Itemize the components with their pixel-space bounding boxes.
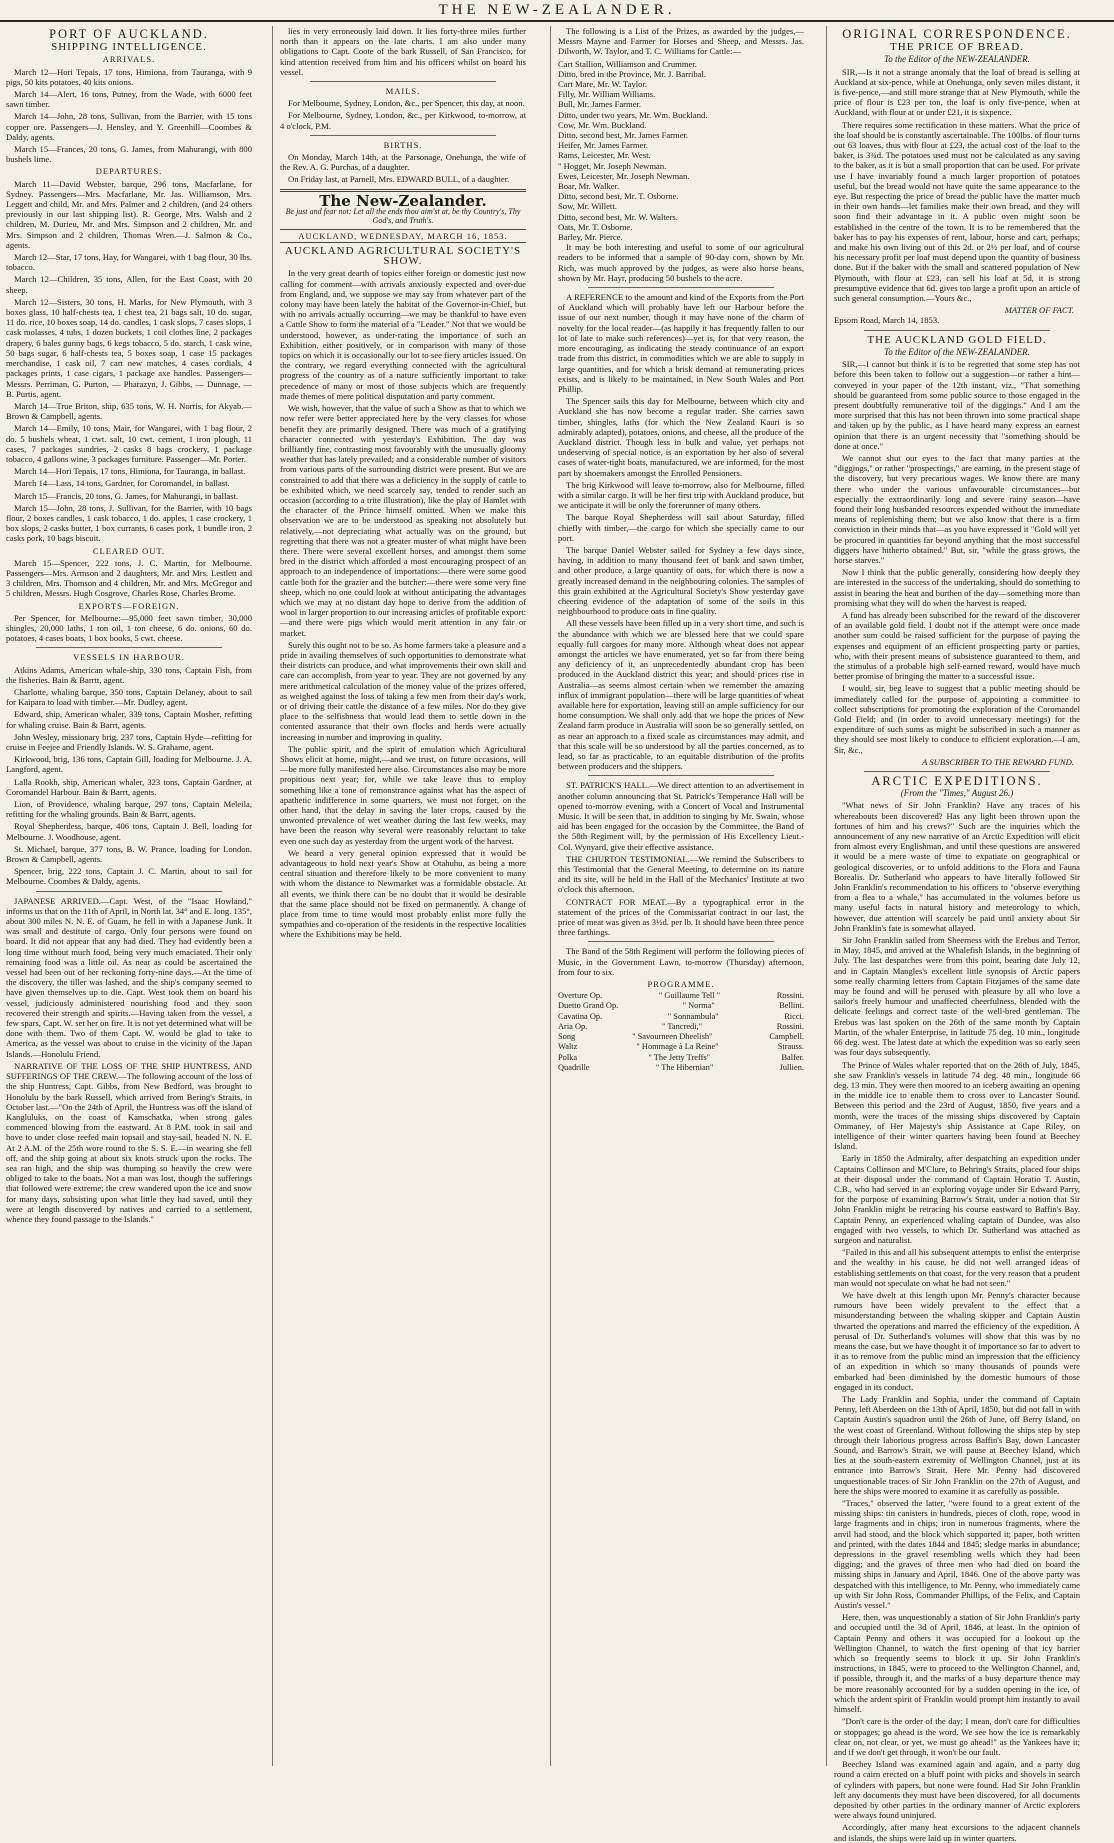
- programme-title: " Savourneen Dheelish": [632, 1032, 713, 1042]
- article-paragraph: "Don't care is the order of the day; I mean, don't care for difficulties or stoppages; go ahead is the word. We see how the ice is remarkably clear on, not clear, or yet, we must go ahead!" as the Yankees have it; and if we don't get through, it won't be our fault.: [834, 1716, 1080, 1757]
- programme-composer: Rossini.: [776, 1021, 804, 1031]
- programme-form: Polka: [558, 1052, 578, 1062]
- list-item: March 14—Alert, 16 tons, Putney, from the Wade, with 6000 feet sawn timber.: [6, 89, 252, 110]
- programme-title: " Norma": [682, 1001, 715, 1011]
- programme-composer: Ricci.: [784, 1011, 804, 1021]
- show-heading: AUCKLAND AGRICULTURAL SOCIETY'S SHOW.: [284, 245, 522, 268]
- article-paragraph: Beechey Island was examined again and again, and a party dug round a cairn erected on a bluff point with picks and shovels in search of cylinders with papers, but none were found. Had Sir John Franklin left any documents they must have been discovered, for all documents deposited by other parties in the ordinary manner of Arctic explorers were always found uninjured.: [834, 1759, 1080, 1821]
- huntress-article: NARRATIVE OF THE LOSS OF THE SHIP HUNTRESS, AND SUFFERINGS OF THE CREW.—The following account of the loss of the ship Huntress, Capt. Gibbs, from New Bedford, was brought to Honolulu by the bark Russell, which arrived from Bering's Straits, in October last.—"On the 24th of April, the Huntress was off the island of Kangluluks, on the coast of Kamschatka, when strong gales commenced blowing from the eastward. At 8 P.M. took in sail and hove to under close reefed main topsail and stay-sail, headed N. N. E. At 2 A.M. of the 25th wore round to the S. S. E.—in wearing she fell off, and the ship going at about six knots struck upon the rocks. The sea ran high, and the ship was thumping so heavily the crew were obliged to take to the boats. Not a man was lost, though the sufferings that followed were extreme; the crew wandered upon the ice and snow for many days, subsisting upon what little they had saved, until they were at length discovered by natives and carried to a settlement, whence they found passage to the Islands.": [6, 1060, 252, 1224]
- list-item: March 11—David Webster, barque, 296 tons, Macfarlane, for Sydney. Passengers—Mrs. Macfarlane, Mr. Jas. Williamson, Mrs. Leggett and child, Mr. and Mrs. Palmer and 2 children, (and 24 others previously in our last shipping list). R. George, Mrs. Walsh and 2 children, M. Durieu, Mr. and Mrs. Simpson and 2 children, Mr. and Mrs. Simpson and 2 children, Thomas Wren.—J. Salmon & Co., agents.: [6, 178, 252, 250]
- article-paragraph: The public spirit, and the spirit of emulation which Agricultural Shows elicit at home, might,—and we trust, on future occasions, will—be more fully manifested here also. Circumstances also may be more propitious next year; for, while we take leave thus to employ something like a tone of remonstrance against what has the aspect of apathetic indifference in some quarters, we must not forget, on the other hand, that the delay in saving the later crops, caused by the unwonted prevalence of wet weather during the last few weeks, may have been the reason why several were reasonably reluctant to take even one such day as yesterday from the urgent work of the harvest.: [280, 743, 526, 846]
- programme-title: " Hommage à La Reine": [636, 1042, 719, 1052]
- programme-form: Waltz: [558, 1042, 578, 1052]
- letter-signature: A SUBSCRIBER TO THE REWARD FUND.: [922, 756, 1074, 767]
- column-rule: [272, 26, 273, 1766]
- divider: [864, 771, 1050, 772]
- programme-title: " Tancredi,": [662, 1021, 703, 1031]
- programme-composer: Jullien.: [779, 1062, 804, 1072]
- list-item: March 15—Francis, 20 tons, G. James, for Mahurangi, in ballast.: [14, 490, 239, 501]
- article-paragraph: The barque Daniel Webster sailed for Sydney a few days since, having, in addition to many thousand feet of bank and sawn timber, and other produce, a large quantity of oats, for which there is now a greatly increased demand in the neighbouring colonies. The samples of this grain exhibited at the Agricultural Society's Show yesterday gave cheering evidence of the adaptation of some of the soils in this neighbourhood to produce oats in fine quality.: [558, 544, 804, 617]
- divider: [36, 891, 222, 892]
- programme-composer: Rossini.: [776, 991, 804, 1001]
- article-paragraph: CONTRACT FOR MEAT.—By a typographical error in the statement of the prices of the Commissariat contract in our last, the price of meat was given as 3½d. per lb. It should have been three pence three farthings.: [558, 896, 804, 938]
- paper-title: The New-Zealander.: [319, 191, 487, 210]
- list-item: " Hogget, Mr. Joseph Newman.: [558, 160, 667, 171]
- bread-addressee: To the Editor of the NEW-ZEALANDER.: [884, 54, 1030, 65]
- list-item: Ditto, second best, Mr. W. Walters.: [558, 211, 678, 222]
- programme-form: Cavatina Op.: [558, 1011, 603, 1021]
- column-4: [834, 26, 1080, 1843]
- list-item: Bull, Mr. James Farmer.: [558, 99, 642, 110]
- list-item: Lion, of Providence, whaling barque, 297 tons, Captain Meleila, refitting for the whaling grounds. Bain & Barrt, agents.: [6, 799, 252, 820]
- programme-heading: PROGRAMME.: [647, 979, 715, 990]
- programme-title: " Sonnambula": [667, 1011, 719, 1021]
- article-paragraph: In the very great dearth of topics either foreign or domestic just now calling for comment—with arrivals anxiously expected and over-due from England, and, we suppose we may say from whatever part of the colony may have been lately the habitat of the Governor-in-Chief, but with no arrivals actually occurring—we may be thankful to have even a Cattle Show to form the material of a "Leader." Not that we would be understood, however, as under-rating the importance of such an Exhibition, either positively, or in comparison with many of those topics on which it is occasionally our lot to see fiery articles issued. On the contrary, we regard everything connected with the agricultural progress of the country as of a nature sufficiently important to take precedence of many or most of those subjects which are frequently made themes of mere political disputation and party comment.: [280, 268, 526, 401]
- birth-item: On Friday last, at Parnell, Mrs. EDWARD BULL, of a daughter.: [288, 174, 510, 185]
- programme-form: Overture Op.: [558, 991, 603, 1001]
- gold-heading: THE AUCKLAND GOLD FIELD.: [867, 333, 1047, 346]
- article-paragraph: The Band of the 58th Regiment will perform the following pieces of Music, in the Government Lawn, to-morrow (Thursday) afternoon, from four to six.: [558, 946, 804, 977]
- programme-list: [558, 991, 804, 1073]
- arrivals-list: [6, 67, 252, 165]
- letter-paragraph: There requires some rectification in these matters. What the price of the loaf should be is constantly ascertainable. The 100lbs. of flour turns out 63 loaves, thus with flour at £23, the actual cost of the loaf to the baker, is 3¾d. The potatoes used must not be calculated as any saving to the baker, as it is but a small proportion that can be used. For private use I have invariably found a much larger proportion of potatoes useful, but the bread would not have quite the same appearance to the eye. But respecting the price of bread the public have the matter much in their own hands—let families make their own bread, and they will soon find their advantage in it. A public oven might soon be established in the centre of the town. It is to be remembered that the baker has to pay his expenses of rent, labour, horse and cart, perhaps; and make his own living out of this 2d. or 2½ per loaf, and of course his necessary profit per loaf must depend upon the quantity of business done. But if the baker with the small and scattered population of New Plymouth, with flour at £23, can sell his loaf at 5d, it is strong presumptive evidence that 6d. gives too large a profit upon an article of such general consumption.—Yours &c.,: [834, 119, 1080, 304]
- list-item: Heifer, Mr. James Farmer.: [558, 140, 648, 151]
- list-item: Cart Mare, Mr. W. Taylor.: [558, 79, 647, 90]
- motto: Be just and fear not: Let all the ends thou aim'st at, be thy Country's, Thy God's, and Truth's.: [285, 206, 521, 226]
- list-item: Cart Stallion, Williamson and Crummer.: [558, 58, 697, 69]
- list-item: Ewes, Leicester, Mr. Joseph Newman.: [558, 170, 690, 181]
- article-paragraph: ST. PATRICK'S HALL.—We direct attention to an advertisement in another column announcing that St. Patrick's Temperance Hall will be opened to-morrow evening, with a Concert of Vocal and Instrumental Music. It will be seen that, in addition to singing by Mr. Swain, whose aid has been engaged for the occasion by the Committee, the Band of the 58th Regiment will, by the permission of His Excellency Lieut.-Col. Wynyard, give their effective assistance.: [558, 780, 804, 852]
- divider: [588, 287, 774, 288]
- letter-paragraph: SIR,—Is it not a strange anomaly that the loaf of bread is selling at Auckland at six-pence, while at Onehunga, only seven miles distant, it is five-pence,—and still more strange that at New Plymouth, while the price of flour is £23 per ton, the loaf is only five-pence, when at Auckland, with flour at or under £21, it is sixpence.: [834, 66, 1080, 118]
- list-item: [558, 1063, 804, 1073]
- list-item: Charlotte, whaling barque, 350 tons, Captain Delaney, about to sail for Kaipara to load with timber.—Mr. Dudley, agent.: [6, 686, 252, 708]
- list-item: Edward, ship, American whaler, 339 tons, Captain Mosher, refitting for whaling cruise. Bain & Barrt, agents.: [6, 709, 252, 730]
- birth-item: On Monday, March 14th, at the Parsonage, Onehunga, the wife of the Rev. A. G. Purchas, of a daughter.: [280, 152, 526, 173]
- programme-composer: Strauss.: [777, 1042, 804, 1052]
- article-paragraph: Early in 1850 the Admiralty, after despatching an expedition under Captains Collinson and M'Clure, to Behring's Straits, placed four ships at their disposal under the command of Captain Horatio T. Austin, C.B., who had served in an exploring voyage under Sir Edward Parry, for the purpose of examining Barrow's Strait, under a notion that Sir John Franklin might be retracing his course eastward to Baffin's Bay. Captain Penny, an experienced whaling captain of Dundee, was also engaged with two vessels, to which Dr. Sutherland was attached as surgeon and naturalist.: [834, 1153, 1080, 1245]
- list-item: Ditto, under two years, Mr. Wm. Buckland.: [558, 109, 708, 120]
- list-item: St. Michael, barque, 377 tons, B. W. Prance, loading for London. Brown & Campbell, agents.: [6, 843, 252, 865]
- correspondence-heading: ORIGINAL CORRESPONDENCE.: [842, 27, 1072, 41]
- departures-list: [6, 179, 252, 544]
- list-item: Ditto, second best, Mr. T. Osborne.: [558, 191, 679, 202]
- column-2: [280, 26, 526, 1766]
- cleared-heading: CLEARED OUT.: [92, 545, 166, 556]
- cleared-text: March 15—Spencer, 222 tons, J. C. Martin, for Melbourne. Passengers—Mrs. Armson and 2 daughters, Mr. and Mrs. Lestlett and 3 children, Mrs. Thomson and 4 children, Mr. and Mrs. McGregor and 5 children, Messrs. Hugh Cosgrove, Charles Rose, Charles Brome.: [6, 557, 252, 599]
- column-rule: [550, 26, 551, 1766]
- list-item: Kirkwood, brig, 136 tons, Captain Gill, loading for Melbourne. J. A. Langford, agent.: [6, 754, 252, 775]
- list-item: March 12—Children, 35 tons, Allen, for the East Coast, with 20 sheep.: [6, 274, 252, 295]
- letter-paragraph: We cannot shut our eyes to the fact that many parties at the "diggings," or rather "prospectings," are earning, in the present stage of the discovery, but very precarious wages. We know there are many there who under the various unfavourable circumstances—but especially the extraordinarily long and severe rainy season—have found their long husbanded resources expended without the immediate means of replenishing them; but we also know that there is a firm conviction in their minds that—as you have expressed it "Gold will yet be procured in quantities far beyond anything that the most successful diggers have hitherto obtained." But, sir, "while the grass grows, the horse starves.": [834, 452, 1080, 565]
- gold-addressee: To the Editor of the NEW-ZEALANDER.: [884, 346, 1030, 357]
- list-item: Spencer, brig, 222 tons, Captain J. C. Martin, about to sail for Melbourne. Coombes & Daldy, agents.: [6, 866, 252, 887]
- list-item: March 12—Star, 17 tons, Hay, for Wangarei, with 1 bag flour, 30 lbs. tobacco.: [6, 252, 253, 273]
- list-item: March 14—Hori Tepais, 17 tons, Himiona, for Tauranga, in ballast.: [14, 466, 246, 477]
- list-item: [558, 991, 804, 1001]
- bread-heading: THE PRICE OF BREAD.: [890, 41, 1024, 54]
- list-item: [558, 1032, 804, 1042]
- column-1: [6, 26, 252, 1766]
- article-paragraph: The barque Royal Shepherdess will sail about Saturday, filled chiefly with timber,—the cargo for which she specially came to our port.: [558, 512, 804, 543]
- list-item: March 15—John, 28 tons, J. Sullivan, for the Barrier, with 10 bags flour, 2 boxes candles, 1 cask tobacco, 1 do. apples, 1 case crockery, 1 box slops, 2 casks butter, 1 box currants, 6 cases pork, 1 bundle iron, 2 casks pork, 10 bags biscuit.: [6, 502, 252, 544]
- list-item: March 14—True Briton, ship, 635 tons, W. H. Norris, for Akyab.—Brown & Campbell, agents.: [6, 400, 252, 422]
- mails-heading: MAILS.: [385, 86, 421, 97]
- article-paragraph: We have dwelt at this length upon Mr. Penny's character because rumours have been widely prevalent to the effect that a misunderstanding between the whaling skipper and Captain Austin thwarted the operations and marred the efficiency of the expedition. A perusal of Dr. Sutherland's volumes will show that this was by no means the case, but we have thought it of importance so far to advert to it as to remove from the public mind an impression that the efficiency of an expedition in which so many thousands of pounds were embarked had been diminished by the domestic humours of those engaged in its conduct.: [834, 1289, 1080, 1392]
- mail-item: For Melbourne, Sydney, London, &c., per Kirkwood, to-morrow, at 4 o'clock, P.M.: [280, 110, 526, 131]
- prizes-lead: The following is a List of the Prizes, as awarded by the judges,—Messrs Mayne and Farmer for Horses and Sheep, and Messrs. Jas. Dilworth, W. Taylor, and T. C. Williams for Cattle:—: [558, 26, 804, 57]
- list-item: Oats, Mr. T. Osborne.: [558, 221, 633, 232]
- list-item: Rams, Leicester, Mr. West.: [558, 150, 651, 161]
- divider: [588, 775, 774, 776]
- masthead: THE NEW-ZEALANDER.: [0, 0, 1114, 22]
- programme-composer: Balfer.: [781, 1052, 804, 1062]
- article-paragraph: "Traces," observed the latter, "were found to a great extent of the missing ships: tin canisters in hundreds, pieces of cloth, rope, wood in large fragments and in chips; iron in numerous fragments, where the anvil had stood, and the block which supported it; paper, both written and printed, with the dates 1844 and 1845; sledge marks in abundance; depressions in the gravel resembling wells which they had been digging; and the graves of three men who had died on board the missing ships in January and April, 1846. One of the above party was despatched with this intelligence, to Mr. Penny, who immediately came up with Sir John Ross, Commander Phillips, of the Felix, and Captain Austin's vessel.": [834, 1498, 1080, 1611]
- letter-paragraph: A fund has already been subscribed for the reward of the discoverer of an available gold field. I doubt not if the attempt were once made another sum could be raised sufficient for the purpose of paying the expenses and equipment of an efficient prospecting party or parties, who, with their present means of subsistence guaranteed to them, and the stimulus of a probable high self-earned reward, would have much better promise of bringing the matter to a successful issue.: [834, 609, 1080, 682]
- article-paragraph: THE CHURTON TESTIMONIAL.—We remind the Subscribers to this Testimonial that the General Meeting, to determine on its nature and its site, will be held in the Hall of the Mechanics' Institute at two o'clock this afternoon.: [558, 853, 804, 895]
- list-item: March 15—Frances, 20 tons, G. James, from Mahurangi, with 800 bushels lime.: [6, 144, 252, 165]
- article-paragraph: The Prince of Wales whaler reported that on the 26th of July, 1845, she saw Franklin's vessels in latitude 74 deg. 48 min., longitude 66 deg. 13 min. They were then moored to an iceberg awaiting an opening in the middle ice to enable them to cross over to Lancaster Sound. Between this period and the 23rd of August, 1850, five years and a month, were the traces of the missing ships discovered by Captain Ommaney, of Her Majesty's ship Assistance at Cape Riley, on intelligence of their winter quarters having been found at Beechey Island.: [834, 1059, 1080, 1152]
- exports-heading: EXPORTS—FOREIGN.: [78, 600, 180, 611]
- article-paragraph: It may be both interesting and useful to some of our agricultural readers to be informed that a sample of 90-day corn, shown by Mr. Rich, was much approved by the judges, as were also horse beans, shown by Mr. Hayr, producing 50 bushels to the acre.: [558, 242, 804, 283]
- list-item: John Wesley, missionary brig, 237 tons, Captain Hyde—refitting for cruise in Feejee and Friendly Islands. W. S. Grahame, agent.: [6, 731, 252, 752]
- list-item: Atkins Adams, American whale-ship, 330 tons, Captain Fish, from the fisheries. Bain & Barrtt, agent.: [6, 664, 252, 685]
- article-paragraph: We wish, however, that the value of such a Show as that to which we now refer were better appreciated here by the very classes for whose benefit they are primarily designed. There was much of a gratifying character connected with yesterday's Exhibition. The day was brilliantly fine, contrasting most favourably with the unusually gloomy weather that has lately prevailed; and a considerable number of visitors from various parts of the surrounding district were present. But we are constrained to add that there was a deficiency in the supply of cattle to be exhibited which, we need scarcely say, tended to render such an occasion (according to a trite illustration), like the play of Hamlet with the character of the Prince himself omitted. When we make this observation we are to be understood as speaking not absolutely but relatively,—not depreciating what actually was on the ground, but regretting that there was not a greater muster of what might have been there. There were several excellent horses, and amongst them some bred in the district which afforded a most encouraging prospect of an approach to an independence of importations:—there were some good cattle both for the grazier and the butcher:—there were some very fine sheep, which no one could look at without anticipating the advantages which we may at no distant day hope to derive from the addition of wool in larger proportion to our increasing articles of profitable export:—and there were pigs which would merit attention in any fair or market.: [280, 403, 526, 638]
- departures-heading: DEPARTURES.: [95, 166, 163, 177]
- article-paragraph: The Spencer sails this day for Melbourne, between which city and Auckland she has now become a regular trader. She carries sawn timber, shingles, laths (for which the New Zealand Kauri is so admirably adapted), potatoes, onions, and cheese, all the produce of the Auckland district. Though less in bulk and value, yet perhaps not undeserving of special notice, is an exportation by her also of several cases of water-tight boats, manufactured, we are informed, for the most part by shoemakers amongst the Enrolled Pensioners.: [558, 396, 804, 478]
- article-paragraph: Sir John Franklin sailed from Sheerness with the Erebus and Terror, in May, 1845, and arrived at the Whalefish Islands, in the beginning of July. The last despatches were from this point, bearing date July 12, and in Captain Mangles's excellent little synopsis of Arctic papers some really charming letters from Captain Fitzjames of the same date may be found and will be perused with pleasure by all who love a sailor's freely humour and unaffected cheerfulness, blended with the delicate feelings and correct taste of the well-bred gentleman. The Erebus was last spoken on the 26th of the same month by Captain Martin, of the whaler Enterprise, in latitude 75 deg. 10 min., longitude 66 deg. west. The latest date at which the expedition was so early seen was four days subsequently.: [834, 935, 1080, 1058]
- divider: [36, 647, 222, 648]
- list-item: [558, 1022, 804, 1032]
- letter-paragraph: Now I think that the public generally, considering how deeply they are interested in the success of the undertaking, should do something to assist in bearing the heat and burthen of the day—something more than promising what they will do when the harvest is reaped.: [834, 567, 1080, 608]
- arctic-heading: ARCTIC EXPEDITIONS.: [871, 774, 1043, 789]
- article-paragraph: Accordingly, after many heat excursions to the adjacent channels and islands, the ships were laid up in winter quarters.: [834, 1822, 1080, 1843]
- article-paragraph: Here, then, was unquestionably a station of Sir John Franklin's party and occupied until the 3d of April, 1846, at least. In the opinion of Captain Penny and others it was occupied for a lookout up the Wellington Channel, to watch the first opening of that icy barrier which so frequently seems to block it up. Sir John Franklin's instructions, in 1845, were to proceed to the Wellington Channel, and, if possible, through it, and the marks of a busy departure thence may be more reasonably accounted for by a sudden opening in the ice, of which the ardent spirit of Franklin would prompt him instantly to avail himself.: [834, 1612, 1080, 1715]
- programme-title: " The Jetty Treffs": [648, 1052, 711, 1062]
- list-item: Barley, Mr. Pierce.: [558, 232, 623, 243]
- article-paragraph: Surely this ought not to be so. As home farmers take a pleasure and a pride in availing themselves of such opportunities to demonstrate what their districts can produce, and what improvements their own skill and care can accomplish, from year to year. They are not governed by any mere arithmetical calculation of the money value of the prizes offered, as weighed against the loss of taking a few men from their day's work, or of driving their cattle the distance of a few miles. Nor do they give place to the selfishness that would lead them to settle down in the contented assurance that their own flocks and herds were actually increasing in number and improving in quality.: [280, 639, 526, 742]
- mail-item: For Melbourne, Sydney, London, &c., per Spencer, this day, at noon.: [288, 98, 525, 109]
- article-paragraph: The brig Kirkwood will leave to-morrow, also for Melbourne, filled with a similar cargo. It will be her first trip with Auckland produce, but we anticipate it will be only the forerunner of many others.: [558, 479, 804, 511]
- divider: [310, 81, 496, 82]
- divider: [588, 941, 774, 942]
- list-item: March 14—John, 28 tons, Sullivan, from the Barrier, with 15 tons copper ore. Passengers—J. Hensley, and Y. Greenhill—Coombes & Daldy, agents.: [6, 111, 252, 142]
- list-item: [558, 1042, 804, 1052]
- list-item: Boar, Mr. Walker.: [558, 181, 620, 192]
- list-item: Ditto, second best, Mr. James Farmer.: [558, 130, 689, 141]
- programme-title: " Guillaume Tell ": [658, 991, 721, 1001]
- letter-paragraph: SIR,—I cannot but think it is to be regretted that some step has not before this been taken to follow out a suggestion—or rather a hint—conveyed in your paper of the 12th instant, viz., "That something should be guaranteed from some public source to those engaged in the present doubtfully remunerative toil of the diggings." And I am the more surprised that this has not been thrown into some practical shape and taken up by the public, as I have heard many express an earnest opinion that there is an urgent necessity that "something should be done at once.": [834, 359, 1080, 451]
- births-heading: BIRTHS.: [383, 139, 423, 150]
- list-item: Royal Shepherdess, barque, 406 tons, Captain J. Bell, loading for Melbourne. J. Woodhouse, agent.: [6, 821, 252, 842]
- article-paragraph: "Failed in this and all his subsequent attempts to enlist the enterprise and the wealthy in his cause, he did not well arranged ideas of establishing settlements on that coast, for the very reason that a prudent man would not speculate on what he had not seen.": [834, 1247, 1080, 1288]
- programme-form: Duetto Grand Op.: [558, 1001, 619, 1011]
- programme-form: Aria Op.: [558, 1021, 588, 1031]
- vessels-list: [6, 665, 252, 887]
- list-item: Cow, Mr. Wm. Buckland.: [558, 119, 647, 130]
- article-paragraph: The Lady Franklin and Sophia, under the command of Captain Penny, left Aberdeen on the 13th of April, 1850, but did not fall in with Captain Austin's squadron until the 26th of June, off Berry Island, on the west coast of Greenland. Without following the ships step by step through their laborious progress across Baffin's Bay, down Lancaster Sound, and Barrow's Strait, we will pause at Beechey Island, which lies at the south-eastern extremity of Wellington Channel, just at its entrance into Barrow's Strait. Here Mr. Penny had discovered unquestionable traces of Sir John Franklin on the 27th of August, and here the ships were moored to examine it as carefully as possible.: [834, 1394, 1080, 1496]
- column-3: [558, 26, 804, 1766]
- list-item: March 14—Lass, 14 tons, Gardner, for Coromandel, in ballast.: [14, 478, 230, 489]
- list-item: March 12—Hori Tepais, 17 tons, Himiona, from Tauranga, with 9 pigs, 50 kits potatoes, 40 kits onions.: [6, 66, 252, 87]
- exports-text: Per Spencer, for Melbourne:—95,000 feet sawn timber, 30,000 shingles, 20,000 laths, 1 ton oil, 1 ton cheese, 6 do. onions, 60 do. potatoes, 4 cases boats, 1 box books, 5 cwt. cheese.: [6, 612, 252, 644]
- programme-title: " The Hibernian": [655, 1062, 714, 1072]
- article-paragraph: We heard a very general opinion expressed that it would be advantageous to hold next year's Show at Otahuhu, as being a more central situation and therefore likely to be more convenient to many with whom the distance to Newmarket was a formidable obstacle. At all events, we think there can be no doubt that it would be desirable that the same place should not be fixed on permanently. A change of place from time to time would most probably enlist more fully the sympathies and co-operation of the residents in the respective localities where the Exhibitions may be held.: [280, 847, 526, 940]
- list-item: [558, 1012, 804, 1022]
- arrivals-heading: ARRIVALS.: [102, 54, 156, 65]
- divider: [864, 330, 1050, 331]
- programme-composer: Bellini.: [779, 1001, 804, 1011]
- letter-signature: MATTER OF FACT.: [1004, 305, 1074, 316]
- list-item: Lalla Rookh, ship, American whaler, 323 tons, Captain Gardner, at Coromandel Harbour. Bain & Barrt, agents.: [6, 776, 252, 797]
- vessels-heading: VESSELS IN HARBOUR.: [73, 652, 185, 663]
- lead-text: lies in very erroneously laid down. It lies forty-three miles further north than it appears on the late charts. I am also under many obligations to Capt. Coote of the bark Russell, of San Francisco, for kind attention received from him and his officers whilst on board his vessel.: [280, 26, 526, 77]
- article-paragraph: All these vessels have been filled up in a very short time, and such is the abundance with which we are blessed here that we could spare equally full cargoes for many more. Although wheat does not appear amongst the articles we have enumerated, yet so far from there being any deficiency of it, an unprecedentedly abundant crop has been produced in the Auckland district this year; and should prices rise in Australia—as seems almost certain when we remember the amazing influx of immigrant population—there will be large quantities of wheat available here for exportation, leaving still an ample sufficiency for our home consumption. We shall only add that we hope the prices of New Zealand farm produce in Australia will soon be so generally settled, on as near an approach to a fixed scale as circumstances may admit, and that this scale will be so understood by all the parties concerned, as to lead, so far as practicable, to an equitable distribution of the profits between producers and the shippers.: [558, 618, 804, 772]
- port-heading: PORT OF AUCKLAND.: [49, 27, 209, 41]
- column-rule: [826, 26, 827, 1766]
- shipping-heading: SHIPPING INTELLIGENCE.: [51, 41, 207, 54]
- divider: [310, 135, 496, 136]
- article-paragraph: A REFERENCE to the amount and kind of the Exports from the Port of Auckland which will probably have left our Harbour before the issue of our next number, though it may have none of the charm of novelty for the local reader—(as happily it has frequently fallen to our lot of late to make such references)—yet is, for that very reason, the more encouraging, as indicating the steady continuance of an export trade from this district, in commodities which we are able to supply in large quantities, and for which a brisk demand at remunerating prices exists, and is likely to be maintained, in New South Wales and Port Phillip.: [558, 292, 804, 394]
- programme-composer: Campbell.: [769, 1032, 804, 1042]
- prizes-list: [558, 59, 804, 243]
- list-item: Filly, Mr. William Williams.: [558, 89, 656, 100]
- list-item: March 14—Emily, 10 tons, Mair, for Wangarei, with 1 bag flour, 2 do. 5 bushels wheat, 1 cwt. salt, 10 cwt. cement, 1 iron plough, 11 cases, 7 packages sundries, 2 casks 8 bags crockery, 1 package tobacco, 4 gallons wine, 3 packages furniture. Passenger—Mr. Porter.: [6, 423, 252, 464]
- list-item: [558, 1053, 804, 1063]
- list-item: March 12—Sisters, 30 tons, H. Marks, for New Plymouth, with 3 boxes glass, 10 half-chests tea, 1 chest tea, 21 bags salt, 10 do. sugar, 11 do. rice, 10 boxes soap, 14 do. candles, 1 cask slops, 7 cases slops, 1 cask molasses, 4 tubs, 1 dozen buckets, 1 coil clothes line, 2 packages drapery, 6 bales gunny bags, 6 kegs tobacco, 5 do. starch, 1 cask wine, 50 bags sugar, 6 half-chests tea, 5 boxes soap, 1 case 15 packages merchandise, 1 cask oil, 7 cart new matches, 4 cases cordials, 4 packages prints, 1 case cigars, 1 package axe handles. Passengers—Messrs. Perriman, G. Purton, — Pharazyn, J. Gibbs, — Dunnage, — B. Purtis, agent.: [6, 296, 252, 399]
- list-item: Ditto, bred in the Province, Mr. J. Barribal.: [558, 68, 706, 79]
- programme-form: Song: [558, 1032, 576, 1042]
- list-item: [558, 1001, 804, 1011]
- programme-form: Quadrille: [558, 1062, 590, 1072]
- japanese-article: JAPANESE ARRIVED.—Capt. West, of the "Isaac Howland," informs us that on the 11th of April, in North lat. 34° and E. long. 135°, about 300 miles N. N. E. of Guam, he fell in with a Japanese Junk. It was small and destitute of cargo. Only four persons were found on board. It did not appear that any had died. They had evidently been a long time without much food, being very much emaciated. Their only remaining food was a little oil. As near as could be ascertained the vessel had been out of her reckoning forty-nine days.—At the time of the discovery, the tiller was lashed, and the ship's company seemed to have given themselves up to die. Capt. West took them on board his vessel, judiciously administered nourishing food and they soon recovered their strength and spirits.—Having taken from the vessel, a few spars, Capt. W. set her on fire. It is not yet determined what will be done with them. Two of them Capt. W. would be glad to take to America, as the vessel was about to cruise in the vicinity of the Japan Islands.—Honolulu Friend.: [6, 895, 252, 1059]
- dateline: AUCKLAND, WEDNESDAY, MARCH 16, 1853.: [280, 229, 526, 243]
- article-paragraph: "What news of Sir John Franklin? Have any traces of his whereabouts been discovered? Has any light been thrown upon the fortunes of him and his crews?" Such are the inquiries which the announcement of any new narrative of an Arctic Expedition will elicit from almost every Englishman, and until these questions are answered it would be a mere waste of time to expatiate on geographical or geological discoveries, or to unfold additions to the Flora and Fauna Borealis. Dr. Sutherland who appears to have literally followed Sir John Franklin's recommendation to his officers to "observe everything from a flea to a whale," has accumulated in the volumes before us many useful facts in natural history and meteorology to which, however, due attention will scarcely be paid until anxiety about Sir John Franklin's fate is somewhat allayed.: [834, 800, 1080, 933]
- list-item: Sow, Mr. Willett.: [558, 201, 617, 212]
- arctic-source: (From the "Times," August 26.): [900, 788, 1014, 799]
- letter-place: Epsom Road, March 14, 1853.: [834, 315, 940, 326]
- letter-paragraph: I would, sir, beg leave to suggest that a public meeting should be immediately called for the purpose of appointing a committee to collect subscriptions for promoting the exploration of the Coromandel Gold Field; and (in order to avoid unnecessary meetings) for the expenditure of such sums as might be subscribed in such a manner as they should see most likely to conduce to efficient exploration.—I am, Sir, &c.,: [834, 683, 1080, 755]
